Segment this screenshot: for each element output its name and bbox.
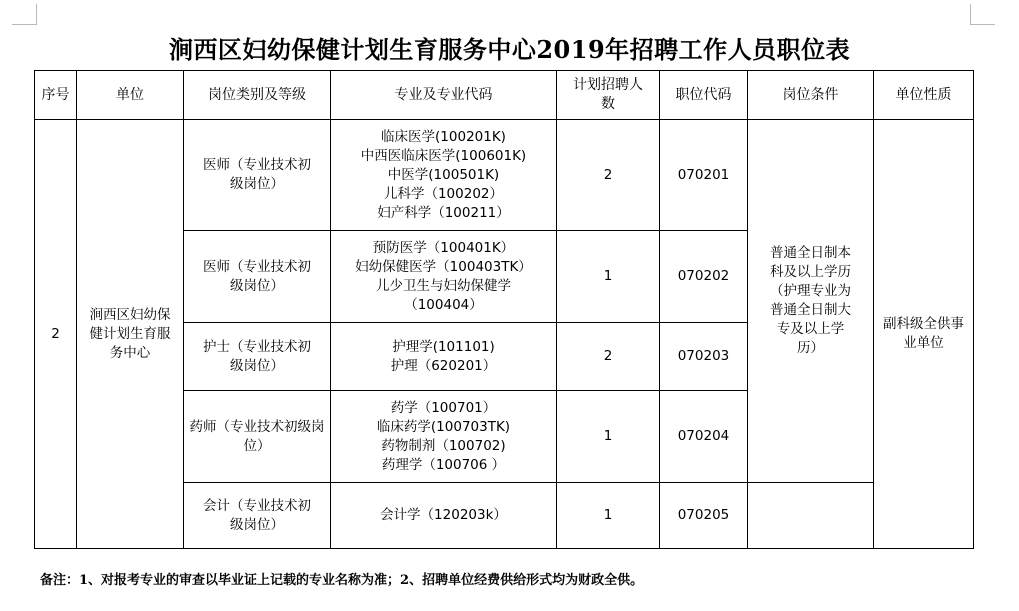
cell-unit: 涧西区妇幼保健计划生育服务中心 — [77, 120, 184, 549]
document-title: 涧西区妇幼保健计划生育服务中心2019年招聘工作人员职位表 — [168, 35, 851, 64]
cell-count: 1 — [557, 391, 660, 483]
header-category: 岗位类别及等级 — [184, 71, 331, 120]
page-corner-mark-left — [12, 4, 37, 25]
cell-category: 药师（专业技术初级岗位） — [184, 391, 331, 483]
page-corner-mark-right — [970, 4, 995, 25]
cell-nature: 副科级全供事业单位 — [874, 120, 974, 549]
cell-condition: 普通全日制本科及以上学历（护理专业为普通全日制大专及以上学历） — [748, 120, 874, 483]
header-unit: 单位 — [77, 71, 184, 120]
cell-code: 070205 — [660, 483, 748, 549]
cell-majors: 预防医学（100401K） 妇幼保健医学（100403TK） 儿少卫生与妇幼保健学 （100404） — [331, 231, 557, 323]
cell-count: 2 — [557, 323, 660, 391]
cell-category: 医师（专业技术初级岗位） — [184, 120, 331, 231]
cell-majors: 临床医学(100201K) 中西医临床医学(100601K) 中医学(100501K) 儿科学（100202） 妇产科学（100211） — [331, 120, 557, 231]
positions-table — [34, 70, 974, 549]
cell-count: 2 — [557, 120, 660, 231]
cell-count: 1 — [557, 231, 660, 323]
header-major: 专业及专业代码 — [331, 71, 557, 120]
cell-majors: 护理学(101101) 护理（620201） — [331, 323, 557, 391]
cell-code: 070202 — [660, 231, 748, 323]
footnote: 备注：1、对报考专业的审查以毕业证上记载的专业名称为准；2、招聘单位经费供给形式均为财政全供。 — [40, 573, 644, 588]
cell-seq: 2 — [35, 120, 77, 549]
table-row — [35, 120, 974, 231]
cell-majors: 药学（100701） 临床药学(100703TK) 药物制剂（100702) 药理学（100706 ） — [331, 391, 557, 483]
cell-code: 070204 — [660, 391, 748, 483]
cell-count: 1 — [557, 483, 660, 549]
cell-category: 护士（专业技术初级岗位） — [184, 323, 331, 391]
cell-category: 会计（专业技术初级岗位） — [184, 483, 331, 549]
header-nature: 单位性质 — [874, 71, 974, 120]
cell-category: 医师（专业技术初级岗位） — [184, 231, 331, 323]
table-header-row — [35, 71, 974, 120]
cell-condition-empty — [748, 483, 874, 549]
cell-majors: 会计学（120203k） — [331, 483, 557, 549]
header-seq: 序号 — [35, 71, 77, 120]
header-code: 职位代码 — [660, 71, 748, 120]
cell-code: 070201 — [660, 120, 748, 231]
header-condition: 岗位条件 — [748, 71, 874, 120]
header-count: 计划招聘人数 — [557, 71, 660, 120]
cell-code: 070203 — [660, 323, 748, 391]
